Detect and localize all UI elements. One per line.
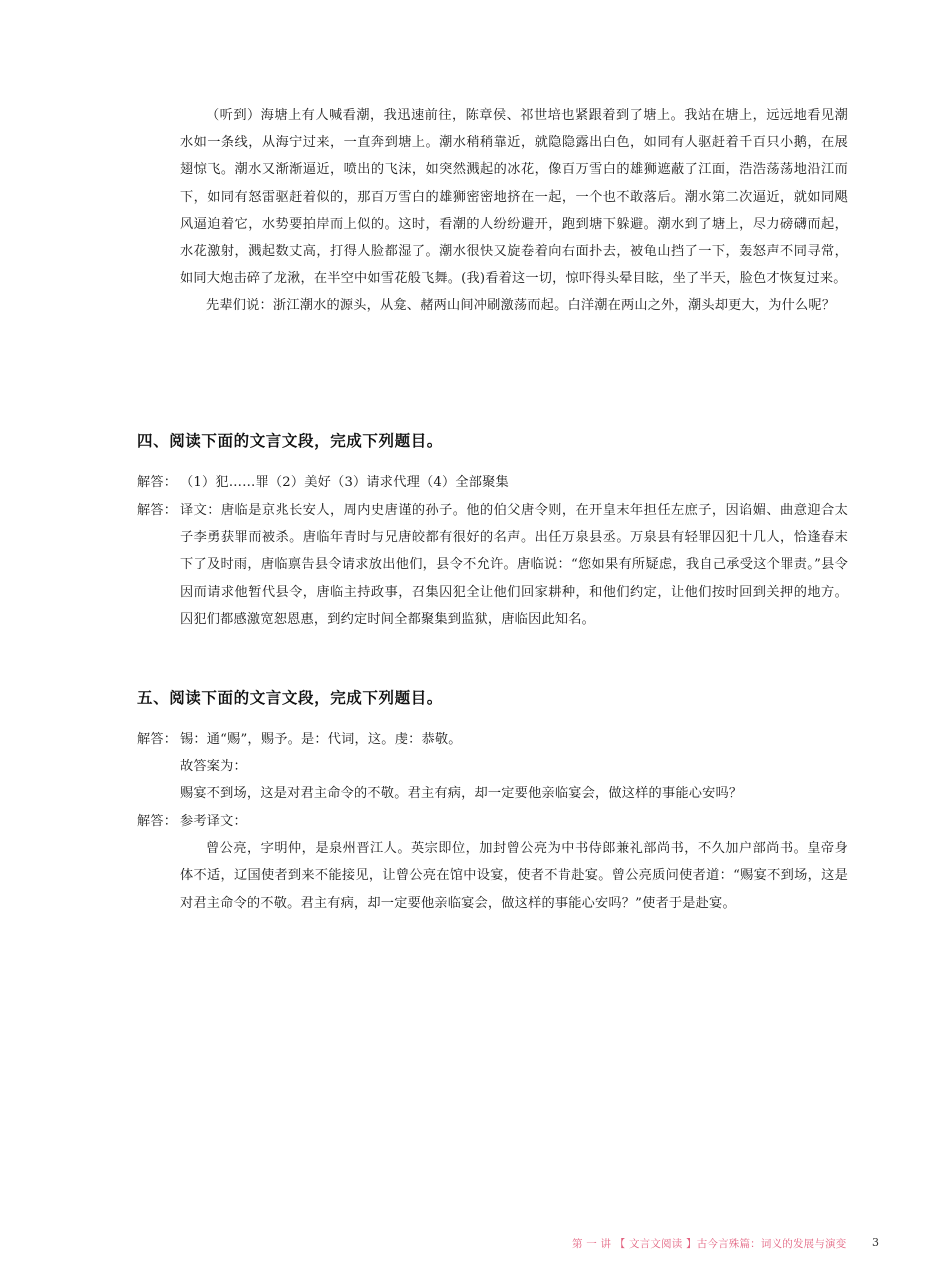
translation-text: 译文：唐临是京兆长安人，周内史唐谨的孙子。他的伯父唐令则，在开皇末年担任左庶子，因谄媚、曲意迎合太子李勇获罪而被杀。唐临年青时与兄唐皎都有很好的名声。出任万泉县丞。万泉县有轻罪囚犯十几人，恰逢春末下了及时雨，唐临禀告县令请求放出他们，县令不允许。唐临说：“您如果有所疑虑，我自己承受这个罪责。”县令因而请求他暂代县令，唐临主持政事，召集囚犯全让他们回家耕种，和他们约定，让他们按时回到关押的地方。囚犯们都感激宽恕恩惠，到约定时间全都聚集到监狱，唐临因此知名。: [180, 503, 848, 627]
translation-text: 曾公亮，字明仲，是泉州晋江人。英宗即位，加封曾公亮为中书侍郎兼礼部尚书，不久加户部尚书。皇帝身体不适，辽国使者到来不能接见，让曾公亮在馆中设宴，使者不肯赴宴。曾公亮质问使者道：“赐宴不到场，这是对君主命令的不敬。君主有病，却一定要他亲临宴会，做这样的事能心安吗？”使者于是赴宴。: [180, 841, 848, 911]
passage-paragraph-1: （听到）海塘上有人喊看潮，我迅速前往，陈章侯、祁世培也紧跟着到了塘上。我站在塘上，远远地看见潮水如一条线，从海宁过来，一直奔到塘上。潮水稍稍靠近，就隐隐露出白色，如同有人驱赶着千百只小鹅，在展翅惊飞。潮水又渐渐逼近，喷出的飞沫，如突然溅起的冰花，像百万雪白的雄狮遮蔽了江面，浩浩荡荡地沿江而下，如同有怒雷驱赶着似的，那百万雪白的雄狮密密地挤在一起，一个也不敢落后。潮水第二次逼近，就如同飓风逼迫着它，水势要拍岸而上似的。这时，看潮的人纷纷避开，跑到塘下躲避。潮水到了塘上，尽力磅礴而起，水花激射，溅起数丈高，打得人脸都湿了。潮水很快又旋卷着向右面扑去，被龟山挡了一下，轰怒声不同寻常，如同大炮击碎了龙湫，在半空中如雪花般飞舞。(我)看着这一切，惊吓得头晕目眩，坐了半天，脸色才恢复过来。: [180, 108, 848, 287]
passage-block: [180, 102, 848, 320]
page-footer: 第 一 讲 【 文言文阅读 】古今言殊篇：词义的发展与演变: [572, 1238, 847, 1250]
answer-line: 锡：通“赐”，赐予。是：代词，这。虔：恭敬。: [180, 732, 462, 747]
answer-line: 故答案为：: [180, 759, 247, 775]
page-number: 3: [872, 1236, 879, 1249]
answer-label: 解答：: [137, 732, 178, 747]
section-4-answer-2: [137, 497, 848, 633]
section-5-answer-1: [137, 726, 848, 808]
answer-label: 解答：: [137, 475, 178, 490]
section-5-answer-2: [137, 808, 848, 917]
answer-line: 赐宴不到场，这是对君主命令的不敬。君主有病，却一定要他亲临宴会，做这样的事能心安吗？: [180, 786, 743, 802]
answer-label: 解答：: [137, 503, 178, 518]
answer-text: （1）犯……罪（2）美好（3）请求代理（4）全部聚集: [180, 475, 509, 490]
passage-paragraph-2: 先辈们说：浙江潮水的源头，从龛、赭两山间冲刷激荡而起。白洋潮在两山之外，潮头却更大，为什么呢？: [206, 298, 836, 314]
answer-label: 解答：: [137, 814, 178, 829]
section-4-heading: 四、阅读下面的文言文段，完成下列题目。: [137, 432, 443, 450]
section-5-heading: 五、阅读下面的文言文段，完成下列题目。: [137, 689, 443, 707]
answer-line: 参考译文：: [180, 814, 247, 829]
section-4-answer-1: [137, 469, 848, 496]
